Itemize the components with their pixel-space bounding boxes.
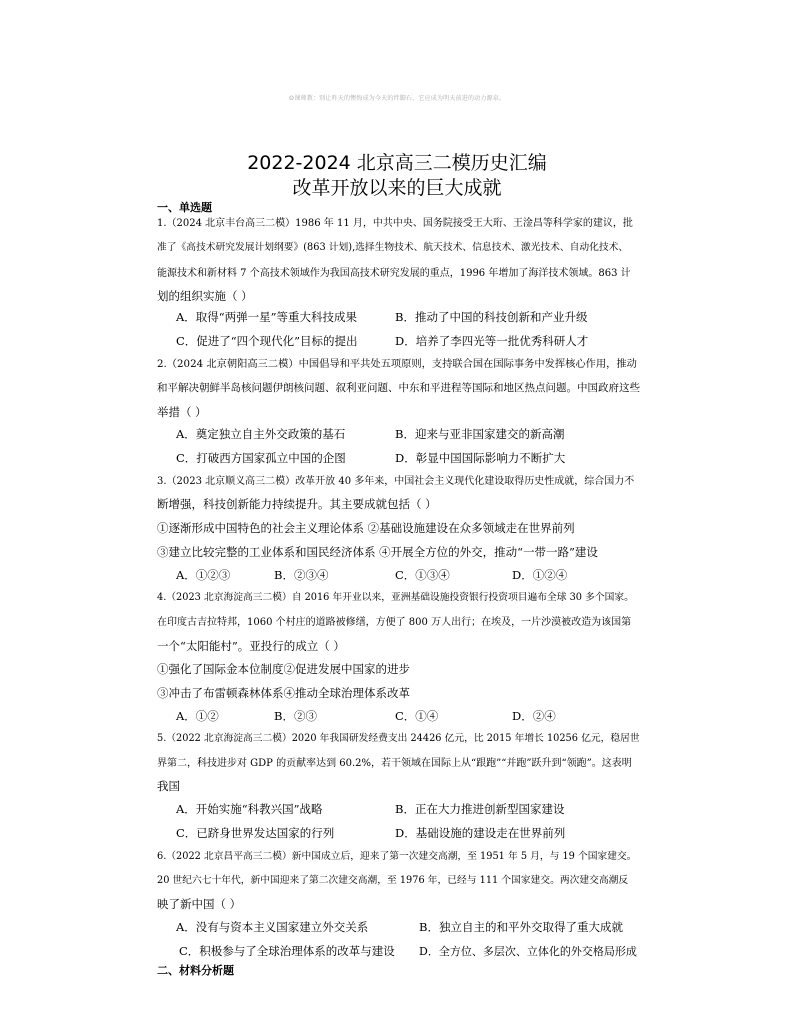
q1-stem-line: 准了《高技术研究发展计划纲要》(863 计划),选择生物技术、航天技术、信息技术、激光技术、自动化技术、 [157, 242, 629, 253]
q4-stem-line: 在印度古吉拉特邦，1060 个村庄的道路被修缮，方便了 800 万人出行；在埃及，一片沙漠被改造为该国第 [157, 617, 632, 628]
q6-option-c: C．积极参与了全球治理体系的改革与建设 [179, 944, 395, 958]
q5-option-b: B．正在大力推进创新型国家建设 [395, 802, 565, 816]
section-heading-single-choice: 一、单选题 [157, 201, 212, 214]
document-subtitle: 改革开放以来的巨大成就 [292, 177, 502, 199]
q3-statement-line: ①逐渐形成中国特色的社会主义理论体系 ②基础设施建设在众多领域走在世界前列 [157, 521, 575, 535]
document-title: 2022-2024 北京高三二模历史汇编 [247, 152, 547, 174]
q3-option-b: B．②③④ [274, 568, 329, 582]
q1-option-b: B．推动了中国的科技创新和产业升级 [395, 310, 588, 324]
q4-option-c: C．①④ [395, 709, 439, 723]
q1-stem-line: 1.（2024 北京丰台高三二模）1986 年 11 月，中共中央、国务院接受王大珩、王淦昌等科学家的建议，批 [157, 218, 633, 229]
q2-option-c: C．打破西方国家孤立中国的企图 [176, 451, 346, 465]
q6-stem-line: 6.（2022 北京昌平高三二模）新中国成立后，迎来了第一次建交高潮，至 1951 年 5 月，与 19 个国家建交。 [157, 851, 637, 862]
q4-option-d: D．②④ [512, 709, 556, 723]
q1-option-a: A．取得“两弹一星”等重大科技成果 [176, 310, 358, 324]
q3-statement-line: ③建立比较完整的工业体系和国民经济体系 ④开展全方位的外交，推动“一带一路”建设 [157, 545, 598, 559]
q1-option-d: D．培养了李四光等一批优秀科研人才 [395, 334, 589, 348]
q3-stem-line: 3.（2023 北京顺义高三二模）改革开放 40 多年来，中国社会主义现代化建设取得历史性成就，综合国力不 [157, 476, 635, 487]
q3-option-c: C．①③④ [395, 568, 450, 582]
q3-stem-line: 断增强，科技创新能力持续提升。其主要成就包括（ ） [157, 497, 437, 511]
q4-option-b: B．②③ [274, 709, 317, 723]
q5-stem-line: 界第二，科技进步对 GDP 的贡献率达到 60.2%，若干领域在国际上从“跟跑”“并跑”跃升到“领跑”。这表明 [157, 758, 632, 769]
q2-stem-line: 举措（ ） [157, 405, 207, 419]
q3-option-a: A．①②③ [176, 568, 231, 582]
q6-option-a: A．没有与资本主义国家建立外交关系 [176, 920, 369, 934]
q2-option-a: A．奠定独立自主外交政策的基石 [176, 427, 346, 441]
q4-stem-line: 4.（2023 北京海淀高三二模）自 2016 年开业以来，亚洲基础设施投资银行投资项目遍布全球 30 多个国家。 [157, 592, 634, 603]
q1-stem-line: 划的组织实施（ ） [157, 289, 253, 303]
q4-option-a: A．①② [176, 709, 219, 723]
q4-stem-line: 一个“太阳能村”。亚投行的成立（ ） [157, 639, 345, 653]
q2-stem-line: 和平解决朝鲜半岛核问题伊朗核问题、叙利亚问题、中东和平进程等国际和地区热点问题。中国政府这些 [157, 382, 640, 394]
q4-statement-line: ③冲击了布雷顿森林体系④推动全球治理体系改革 [157, 686, 410, 700]
q3-option-d: D．①②④ [512, 568, 568, 582]
watermark-text: ☺课师教：别让昨天的懊悔成为今天的绊脚石，它应成为明天前进的动力源泉。 [288, 95, 506, 102]
q2-stem-line: 2.（2024 北京朝阳高三二模）中国倡导和平共处五项原则，支持联合国在国际事务中发挥核心作用，推动 [157, 358, 637, 370]
q5-stem-line: 5.（2022 北京海淀高三二模）2020 年我国研发经费支出 24426 亿元，比 2015 年增长 10256 亿元，稳居世 [157, 733, 640, 744]
section-heading-material-analysis: 二、材料分析题 [157, 964, 234, 977]
q4-statement-line: ①强化了国际金本位制度②促进发展中国家的进步 [157, 662, 410, 676]
q2-option-b: B．迎来与亚非国家建交的新高潮 [395, 427, 565, 441]
q1-stem-line: 能源技术和新材料 7 个高技术领域作为我国高技术研究发展的重点，1996 年增加了海洋技术领域。863 计 [157, 268, 631, 279]
q1-option-c: C．促进了“四个现代化”目标的提出 [176, 334, 358, 348]
q6-stem-line: 20 世纪六七十年代，新中国迎来了第二次建交高潮，至 1976 年，已经与 111 个国家建交。两次建交高潮反 [157, 875, 629, 886]
q6-option-d: D．全方位、多层次、立体化的外交格局形成 [419, 945, 637, 958]
q5-stem-line: 我国 [157, 779, 180, 793]
q5-option-d: D．基础设施的建设走在世界前列 [395, 826, 566, 840]
q5-option-a: A．开始实施“科教兴国”战略 [176, 802, 323, 816]
q6-option-b: B．独立自主的和平外交取得了重大成就 [419, 920, 623, 934]
q2-option-d: D．彰显中国国际影响力不断扩大 [395, 451, 566, 465]
q6-stem-line: 映了新中国（ ） [157, 897, 242, 911]
q5-option-c: C．已跻身世界发达国家的行列 [176, 826, 335, 840]
